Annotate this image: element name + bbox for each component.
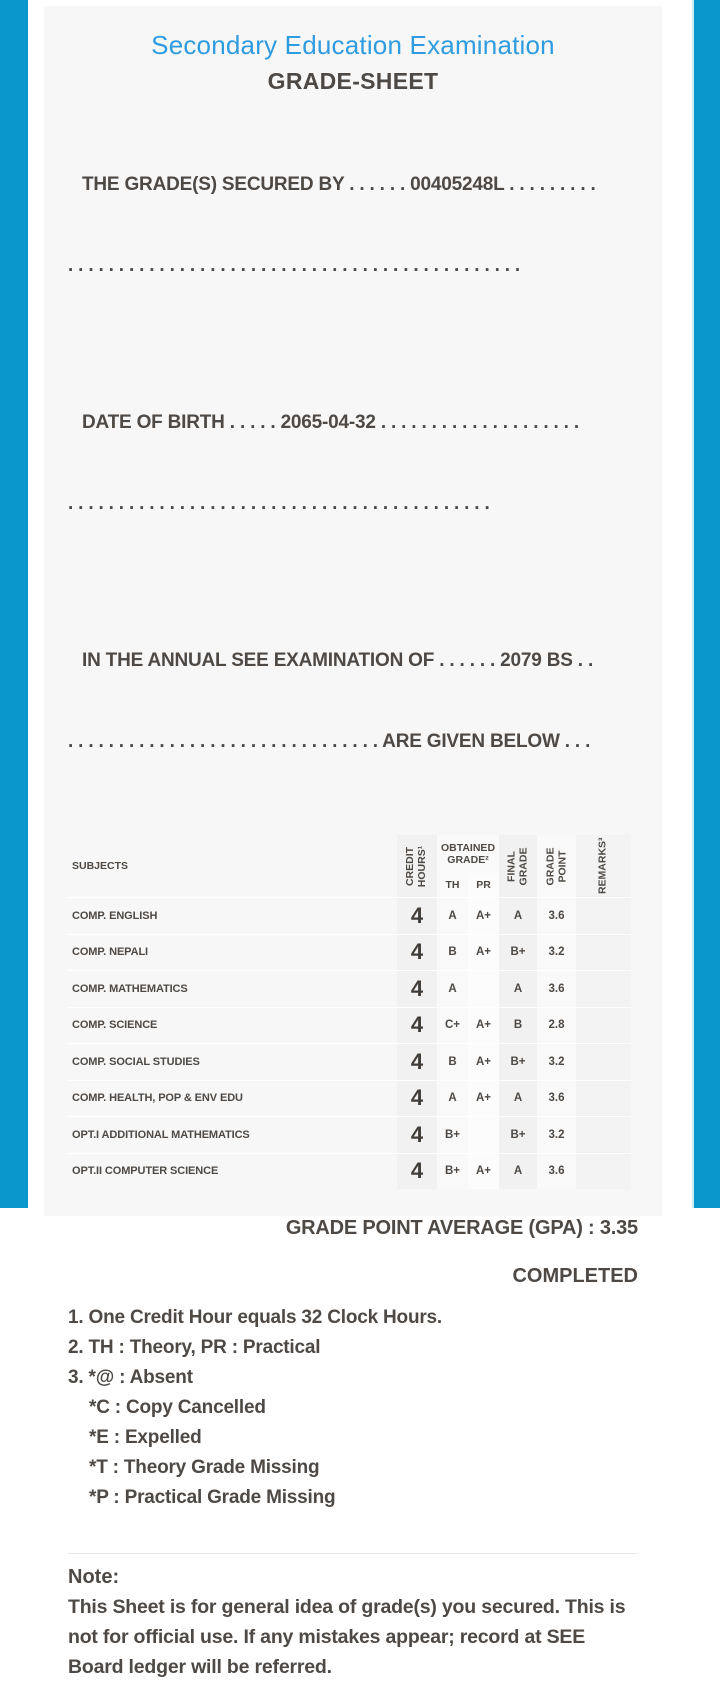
grade-point: 3.6: [537, 971, 576, 1007]
table-row: [68, 897, 631, 934]
page-title: Secondary Education Examination: [151, 30, 555, 60]
right-accent-bar: [692, 0, 720, 1208]
table-row: [68, 1116, 631, 1153]
footnote-item: *E : Expelled: [89, 1427, 202, 1448]
grade-point: 3.6: [537, 1081, 576, 1117]
grade-point: 3.6: [537, 1154, 576, 1190]
practical-grade: [468, 1117, 499, 1153]
gpa-summary: [68, 1217, 638, 1240]
subject-name: COMP. ENGLISH: [72, 909, 158, 922]
subject-name: OPT.II COMPUTER SCIENCE: [72, 1165, 219, 1178]
date-of-birth-dots: . . . . . . . . . . . . . . . . . . . . . . . . . . . . . . . . . . . . . . . . . .: [68, 493, 490, 514]
theory-grade: B+: [437, 1154, 468, 1190]
secured-by-line: THE GRADE(S) SECURED BY . . . . . . 00405248L . . . . . . . . .: [82, 174, 596, 195]
final-grade: A: [499, 898, 537, 934]
header-final-line1: FINAL: [505, 850, 518, 882]
header-grade-point: [537, 835, 576, 897]
subject-name: COMP. SOCIAL STUDIES: [72, 1055, 200, 1068]
remarks: [576, 935, 631, 971]
note-text: This Sheet is for general idea of grade(s) you secured. This is not for official use. If any mistakes appear; record at SEE Board ledger will be referred.: [68, 1596, 626, 1678]
final-grade: B+: [499, 1044, 537, 1080]
final-grade: B+: [499, 1117, 537, 1153]
remarks: [576, 1081, 631, 1117]
footnote-item: 1. One Credit Hour equals 32 Clock Hours.: [68, 1307, 443, 1328]
credit-hours: 4: [397, 1117, 437, 1153]
practical-grade: A+: [468, 1008, 499, 1044]
grade-sheet-page: [44, 6, 662, 1678]
grade-point: 3.2: [537, 1044, 576, 1080]
header-th: TH: [437, 873, 468, 897]
theory-grade: A: [437, 1081, 468, 1117]
theory-grade: B: [437, 935, 468, 971]
header-obtained-grade: [437, 835, 499, 897]
header-obtained-line1: OBTAINED: [440, 842, 496, 854]
examination-line: IN THE ANNUAL SEE EXAMINATION OF . . . . . . 2079 BS . .: [82, 650, 594, 671]
grade-point: 3.2: [537, 935, 576, 971]
footnote-item: *T : Theory Grade Missing: [89, 1457, 320, 1478]
examination-line2: . . . . . . . . . . . . . . . . . . . . . . . . . . . . . . . ARE GIVEN BELOW . . .: [68, 731, 591, 752]
subject-name: COMP. MATHEMATICS: [72, 982, 188, 995]
remarks: [576, 1044, 631, 1080]
date-of-birth-line: DATE OF BIRTH . . . . . 2065-04-32 . . . . . . . . . . . . . . . . . . . .: [82, 412, 579, 433]
credit-hours: 4: [397, 898, 437, 934]
note-section: [68, 1553, 638, 1682]
header-remarks-label: REMARKS³: [596, 837, 609, 895]
grade-point: 3.2: [537, 1117, 576, 1153]
subject-name: OPT.I ADDITIONAL MATHEMATICS: [72, 1128, 250, 1141]
left-accent-bar: [0, 0, 28, 1208]
result-status: COMPLETED: [512, 1265, 638, 1287]
header-gpoint-line1: GRADE: [543, 847, 556, 885]
credit-hours: 4: [397, 935, 437, 971]
remarks: [576, 1154, 631, 1190]
table-row: [68, 1153, 631, 1190]
remarks: [576, 971, 631, 1007]
practical-grade: [468, 971, 499, 1007]
header-subjects: SUBJECTS: [72, 860, 129, 872]
practical-grade: A+: [468, 935, 499, 971]
practical-grade: A+: [468, 898, 499, 934]
credit-hours: 4: [397, 1008, 437, 1044]
grade-point: 3.6: [537, 898, 576, 934]
table-row: [68, 1007, 631, 1044]
theory-grade: A: [437, 971, 468, 1007]
final-grade: A: [499, 1154, 537, 1190]
header-final-line2: GRADE: [516, 847, 529, 885]
header-final-grade: [499, 835, 537, 897]
final-grade: A: [499, 971, 537, 1007]
table-row: [68, 1043, 631, 1080]
credit-hours: 4: [397, 1044, 437, 1080]
secured-by-section: [68, 117, 638, 333]
table-row: [68, 934, 631, 971]
credit-hours: 4: [397, 1081, 437, 1117]
header-gpoint-line2: POINT: [555, 849, 568, 883]
gpa-value: 3.35: [599, 1217, 638, 1239]
header-credit-line1: CREDIT: [404, 846, 417, 886]
subject-name: COMP. SCIENCE: [72, 1019, 158, 1032]
subject-name: COMP. NEPALI: [72, 946, 149, 959]
page-subtitle: GRADE-SHEET: [267, 68, 439, 94]
table-header-row: [68, 835, 631, 897]
footnotes-section: [68, 1303, 638, 1513]
grades-table: [68, 835, 631, 1189]
practical-grade: A+: [468, 1081, 499, 1117]
header-credit-hours: [397, 835, 437, 897]
footnote-item: *P : Practical Grade Missing: [89, 1487, 336, 1508]
header-obtained-line2: GRADE²: [447, 854, 489, 866]
theory-grade: B: [437, 1044, 468, 1080]
grade-point: 2.8: [537, 1008, 576, 1044]
subject-name: COMP. HEALTH, POP & ENV EDU: [72, 1092, 243, 1105]
remarks: [576, 1008, 631, 1044]
secured-by-dots: . . . . . . . . . . . . . . . . . . . . . . . . . . . . . . . . . . . . . . . . . . . . .: [68, 255, 521, 276]
credit-hours: 4: [397, 1154, 437, 1190]
practical-grade: A+: [468, 1154, 499, 1190]
table-row: [68, 970, 631, 1007]
credit-hours: 4: [397, 971, 437, 1007]
theory-grade: B+: [437, 1117, 468, 1153]
date-of-birth-section: [68, 355, 638, 571]
header-remarks: [576, 835, 631, 897]
table-row: [68, 1080, 631, 1117]
theory-grade: A: [437, 898, 468, 934]
footnote-item: 3. *@ : Absent: [68, 1367, 193, 1388]
gpa-label: GRADE POINT AVERAGE (GPA) :: [285, 1217, 595, 1239]
final-grade: A: [499, 1081, 537, 1117]
final-grade: B+: [499, 935, 537, 971]
remarks: [576, 1117, 631, 1153]
theory-grade: C+: [437, 1008, 468, 1044]
header-pr: PR: [468, 873, 499, 897]
footnote-item: *C : Copy Cancelled: [89, 1397, 266, 1418]
practical-grade: A+: [468, 1044, 499, 1080]
header-credit-line2: HOURS¹: [416, 845, 429, 887]
footnote-item: 2. TH : Theory, PR : Practical: [68, 1337, 321, 1358]
examination-section: [68, 593, 638, 809]
final-grade: B: [499, 1008, 537, 1044]
remarks: [576, 898, 631, 934]
note-label: Note:: [68, 1566, 120, 1588]
